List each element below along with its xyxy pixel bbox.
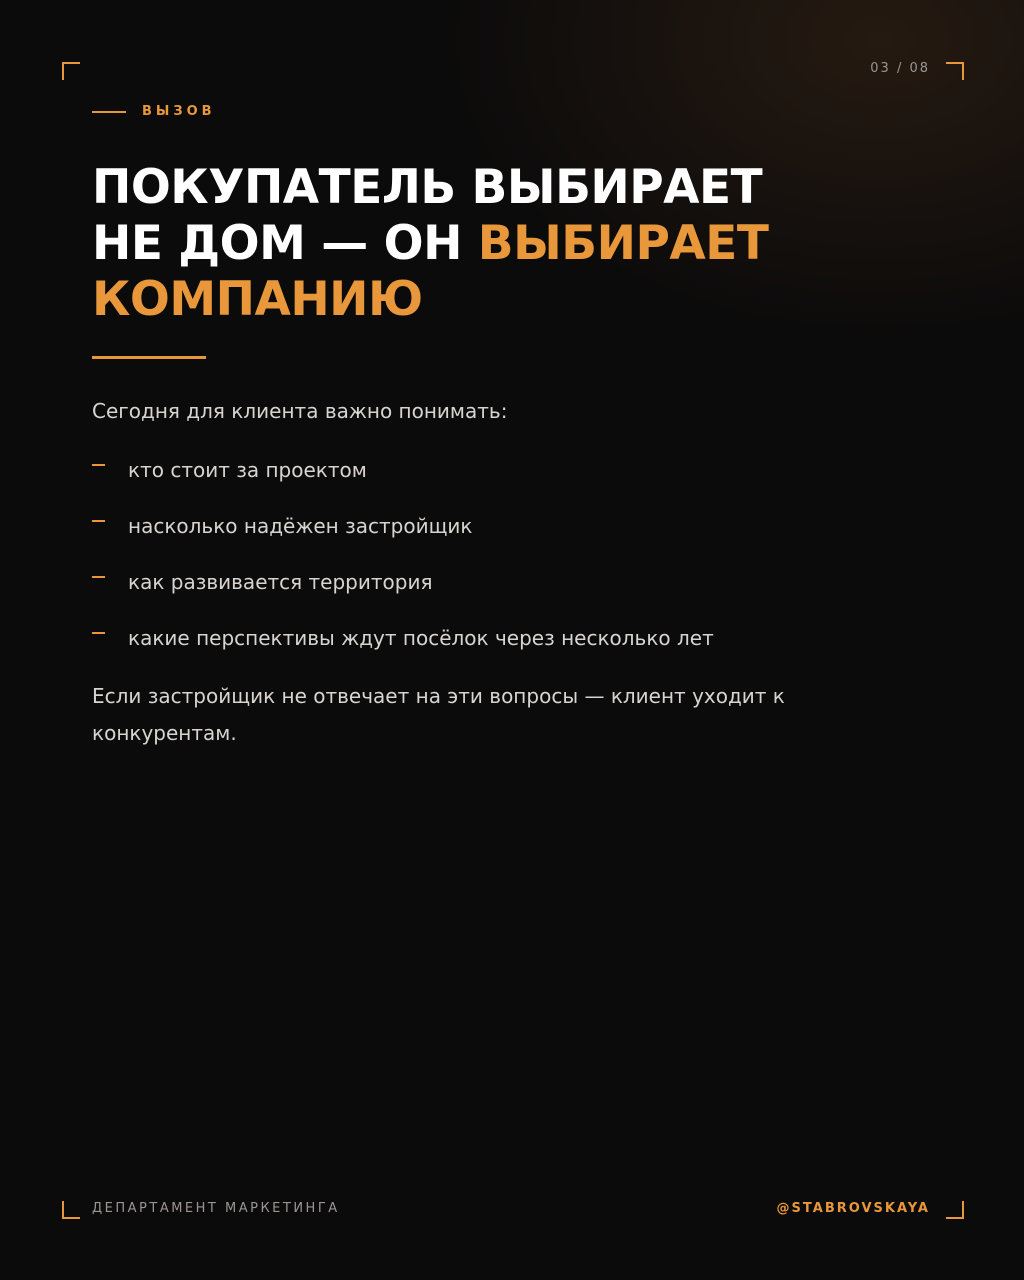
corner-bracket-top-right: [946, 62, 964, 80]
list-item-text: какие перспективы ждут посёлок через несколько лет: [128, 626, 714, 650]
dash-icon: [92, 632, 105, 634]
section-tag: [92, 104, 216, 119]
title-line-2-accent: ВЫБИРАЕТ: [477, 216, 769, 271]
corner-bracket-bottom-left: [62, 1201, 80, 1219]
corner-bracket-bottom-right: [946, 1201, 964, 1219]
page-title: [92, 160, 952, 328]
footer-handle[interactable]: @STABROVSKAYA: [776, 1201, 930, 1216]
corner-bracket-top-left: [62, 62, 80, 80]
dash-icon: [92, 464, 105, 466]
list-item: [92, 511, 714, 567]
list-item-text: насколько надёжен застройщик: [128, 514, 473, 538]
list-item: [92, 567, 714, 623]
list-item: [92, 623, 714, 679]
intro-text: Сегодня для клиента важно понимать:: [92, 399, 508, 423]
title-line-2: [92, 216, 952, 272]
bullet-list: [92, 455, 714, 679]
section-tag-line: [92, 111, 126, 113]
footer-department: ДЕПАРТАМЕНТ МАРКЕТИНГА: [92, 1201, 340, 1216]
dash-icon: [92, 520, 105, 522]
title-underline: [92, 356, 206, 359]
list-item: [92, 455, 714, 511]
section-tag-label: ВЫЗОВ: [142, 104, 216, 119]
list-item-text: как развивается территория: [128, 570, 433, 594]
dash-icon: [92, 576, 105, 578]
list-item-text: кто стоит за проектом: [128, 458, 367, 482]
page-counter: 03 / 08: [870, 61, 930, 76]
title-line-1: ПОКУПАТЕЛЬ ВЫБИРАЕТ: [92, 160, 763, 215]
conclusion-text: Если застройщик не отвечает на эти вопросы — клиент уходит к конкурентам.: [92, 684, 785, 745]
title-line-3-accent: КОМПАНИЮ: [92, 272, 423, 327]
title-line-2-plain: НЕ ДОМ — ОН: [92, 216, 478, 271]
